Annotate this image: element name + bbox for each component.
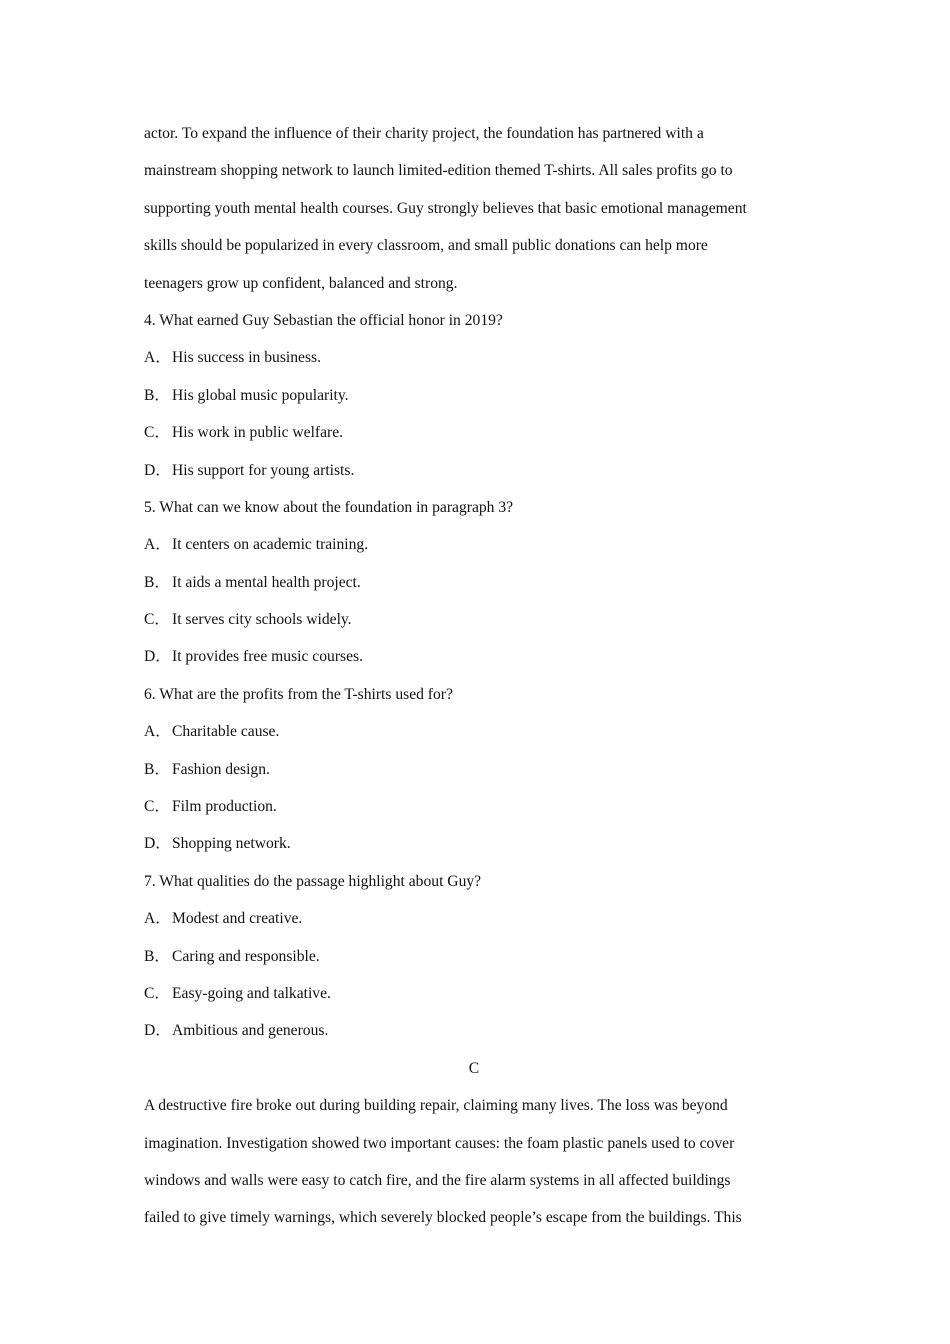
passage-line: windows and walls were easy to catch fire, and the fire alarm systems in all affected buildings (144, 1171, 731, 1189)
passage-line: failed to give timely warnings, which severely blocked people’s escape from the buildings. This (144, 1209, 742, 1227)
option-c (144, 414, 804, 451)
question-stem: 5. What can we know about the foundation in paragraph 3? (144, 498, 514, 516)
option-letter: C． (144, 611, 170, 629)
passage-line: actor. To expand the influence of their charity project, the foundation has partnered with a (144, 125, 704, 142)
passage-c (144, 1087, 804, 1237)
option-d (144, 638, 804, 675)
option-letter: C． (144, 424, 170, 442)
section-heading: C (468, 1059, 480, 1077)
option-letter: B． (144, 573, 170, 591)
question-stem: 6. What are the profits from the T-shirts used for? (144, 685, 453, 703)
option-text: Film production. (172, 798, 277, 816)
option-d (144, 452, 804, 489)
passage-line: teenagers grow up confident, balanced and strong. (144, 274, 458, 292)
option-text: It aids a mental health project. (172, 573, 361, 591)
question-stem: 7. What qualities do the passage highlight about Guy? (144, 872, 482, 890)
question-7 (144, 863, 804, 1050)
option-c (144, 975, 804, 1012)
passage-line: A destructive fire broke out during building repair, claiming many lives. The loss was beyond (144, 1097, 728, 1115)
option-text: His support for young artists. (172, 461, 355, 479)
option-a (144, 900, 804, 937)
option-letter: B． (144, 386, 170, 404)
question-5 (144, 489, 804, 676)
option-letter: A． (144, 536, 171, 554)
option-a (144, 526, 804, 563)
question-6 (144, 676, 804, 863)
question-4 (144, 302, 804, 489)
question-stem: 4. What earned Guy Sebastian the official honor in 2019? (144, 311, 503, 329)
document-page (144, 115, 804, 1237)
option-d (144, 1012, 804, 1049)
option-b (144, 751, 804, 788)
option-b (144, 938, 804, 975)
option-text: It serves city schools widely. (172, 611, 352, 629)
passage-line: skills should be popularized in every classroom, and small public donations can help more (144, 237, 708, 255)
option-letter: A． (144, 349, 171, 367)
option-letter: D． (144, 461, 171, 479)
option-text: Caring and responsible. (172, 947, 320, 965)
option-text: Shopping network. (172, 835, 291, 853)
option-letter: D． (144, 835, 171, 853)
passage-b-continuation (144, 115, 804, 302)
passage-line: supporting youth mental health courses. Guy strongly believes that basic emotional management (144, 199, 747, 217)
option-c (144, 788, 804, 825)
option-letter: A． (144, 910, 171, 928)
passage-line: imagination. Investigation showed two important causes: the foam plastic panels used to cover (144, 1134, 735, 1152)
option-text: Modest and creative. (172, 910, 303, 928)
option-letter: C． (144, 984, 170, 1002)
passage-line: mainstream shopping network to launch limited-edition themed T-shirts. All sales profits go to (144, 162, 733, 180)
option-a (144, 713, 804, 750)
option-letter: B． (144, 947, 170, 965)
option-letter: D． (144, 648, 171, 666)
option-text: It provides free music courses. (172, 648, 363, 666)
option-letter: C． (144, 798, 170, 816)
option-b (144, 564, 804, 601)
option-letter: A． (144, 723, 171, 741)
option-text: Charitable cause. (172, 723, 280, 741)
option-text: Fashion design. (172, 760, 270, 778)
option-a (144, 339, 804, 376)
option-text: His global music popularity. (172, 386, 349, 404)
option-text: Ambitious and generous. (172, 1022, 329, 1040)
option-b (144, 377, 804, 414)
option-c (144, 601, 804, 638)
option-text: Easy-going and talkative. (172, 984, 331, 1002)
option-d (144, 825, 804, 862)
option-text: His success in business. (172, 349, 322, 367)
option-text: His work in public welfare. (172, 424, 344, 442)
option-text: It centers on academic training. (172, 536, 369, 554)
option-letter: B． (144, 760, 170, 778)
option-letter: D． (144, 1022, 171, 1040)
